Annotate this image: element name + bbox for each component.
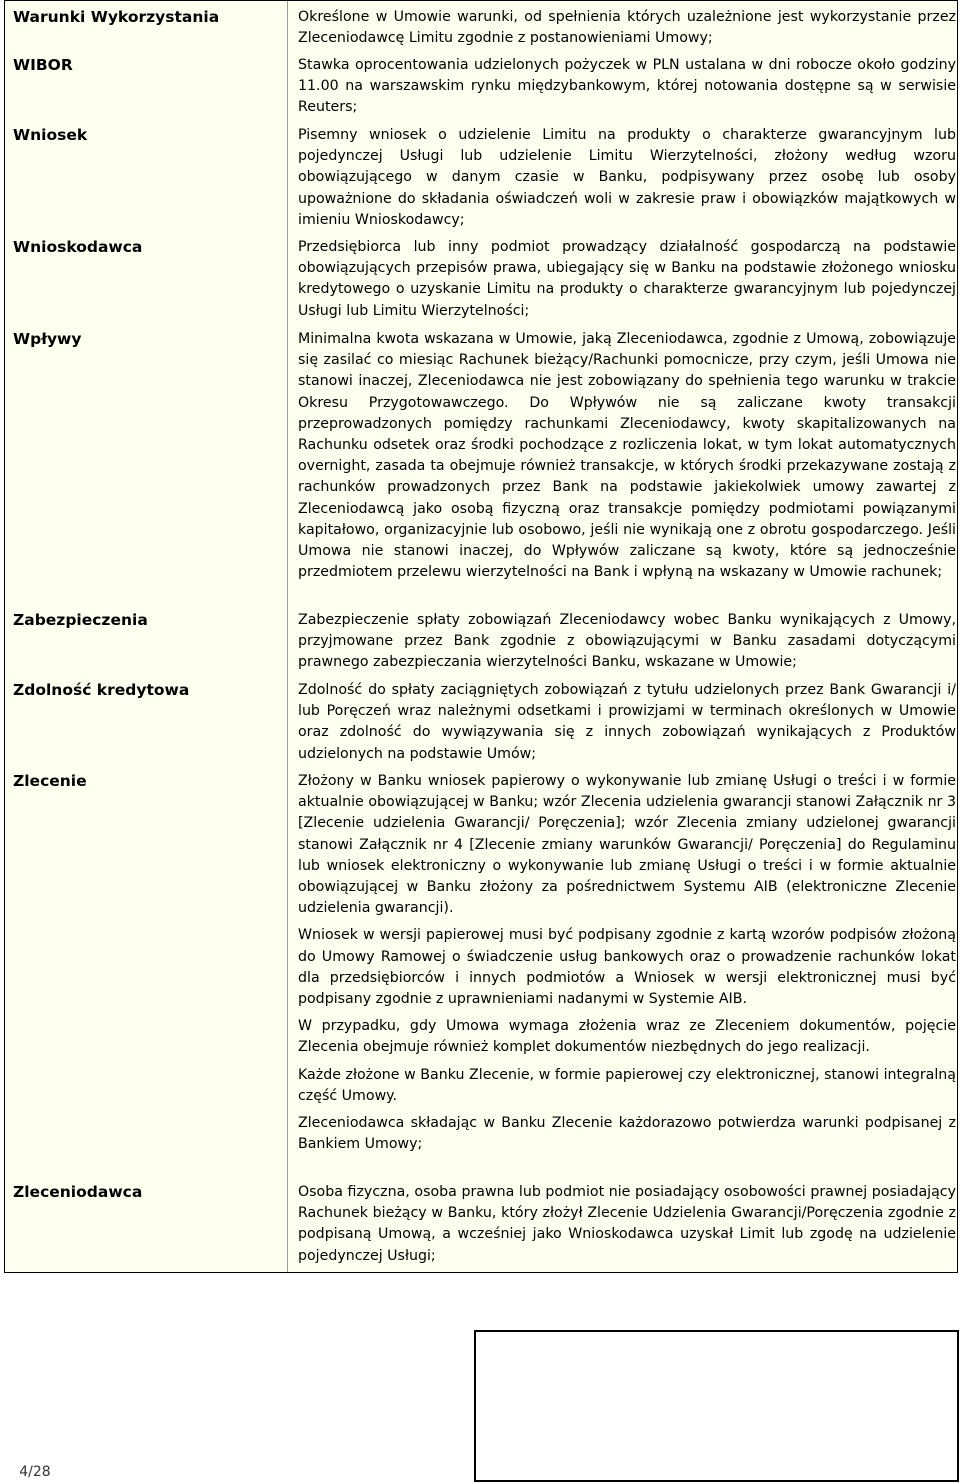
definition-paragraph: Pisemny wniosek o udzielenie Limitu na produkty o charakterze gwarancyjnym lub pojedynczej Usługi lub udzielenie Limitu Wierzytelności, złożony według wzoru obowiązującego w danym czasie w Banku, podpisywany przez osobę lub osoby upoważnione do składania oświadczeń woli w zakresie praw i obowiązków majątkowych w imieniu Wnioskodawcy;: [298, 127, 956, 228]
empty-stamp-box: [474, 1330, 959, 1482]
definition-paragraph: Zabezpieczenie spłaty zobowiązań Zleceniodawcy wobec Banku wynikających z Umowy, przyjmowane przez Bank zgodnie z obowiązującymi w Banku zasadami dotyczącymi prawnego zabezpieczania wierzytelności Banku, wskazane w Umowie;: [298, 612, 956, 671]
term-wplywy: Wpływy: [13, 330, 82, 348]
term-wniosek: Wniosek: [13, 126, 88, 144]
term-zleceniodawca: Zleceniodawca: [13, 1183, 143, 1201]
definition-paragraph: Złożony w Banku wniosek papierowy o wykonywanie lub zmianę Usługi o treści i w formie aktualnie obowiązującej w Banku; wzór Zlecenia udzielenia gwarancji stanowi Załącznik nr 3 [Zlecenie udzielenia Gwarancji/ Poręczenia]; wzór Zlecenia zmiany udzielonej gwarancji stanowi Załącznik nr 4 [Zlecenie zmiany warunków Gwarancji/ Poręczenia] do Regulaminu lub wniosek elektroniczny o wykonywanie lub zmianę Usługi o treści i w formie aktualnie obowiązującej w Banku złożony za pośrednictwem Systemu AIB (elektroniczne Zlecenie udzielenia gwarancji).: [298, 773, 956, 917]
definition-zleceniodawca: [298, 1182, 956, 1267]
glossary-table: [4, 0, 958, 1273]
definition-paragraph: W przypadku, gdy Umowa wymaga złożenia wraz ze Zleceniem dokumentów, pojęcie Zlecenia obejmuje również komplet dokumentów niezbędnych do jego realizacji.: [298, 1018, 956, 1056]
column-divider: [287, 1, 288, 1272]
term-wnioskodawca: Wnioskodawca: [13, 238, 143, 256]
definition-paragraph: Zdolność do spłaty zaciągniętych zobowiązań z tytułu udzielonych przez Bank Gwarancji i/ lub Poręczeń wraz należnymi odsetkami i prowizjami w terminach określonych w Umowie oraz zdolność do wywiązywania się z innych zobowiązań wynikających z Produktów udzielonych na podstawie Umów;: [298, 682, 956, 762]
definition-paragraph: Minimalna kwota wskazana w Umowie, jaką Zleceniodawca, zgodnie z Umową, zobowiązuje się zasilać co miesiąc Rachunek bieżący/Rachunki pomocnicze, przy czym, jeśli Umowa nie stanowi inaczej, Zleceniodawca nie jest zobowiązany do spełnienia tego warunku w trakcie Okresu Przygotowawczego. Do Wpływów nie są zaliczane kwoty transakcji przeprowadzonych pomiędzy rachunkami Zleceniodawcy, kwoty skapitalizowanych na Rachunku odsetek oraz środki pochodzące z rozliczenia lokat, w tym lokat automatycznych overnight, zasada ta obejmuje również transakcje, w których środki przekazywane zostają z rachunków prowadzonych przez Bank na podstawie jakiekolwiek umowy zawartej z Zleceniodawcą jako osobą fizyczną oraz transakcje pomiędzy podmiotami powiązanymi kapitałowo, organizacyjnie lub osobowo, jeśli nie wynikają one z obrotu gospodarczego. Jeśli Umowa nie stanowi inaczej, do Wpływów zaliczane są kwoty, które są jednocześnie przedmiotem przelewu wierzytelności na Bank i wpłyną na wskazany w Umowie rachunek;: [298, 331, 956, 581]
definition-paragraph: Wniosek w wersji papierowej musi być podpisany zgodnie z kartą wzorów podpisów złożoną do Umowy Ramowej o świadczenie usług bankowych oraz o prowadzenie rachunków lokat dla przedsiębiorców i innych podmiotów a Wniosek w wersji elektronicznej musi być podpisany zgodnie z uprawnieniami nadanymi w Systemie AIB.: [298, 927, 956, 1008]
definition-paragraph: Każde złożone w Banku Zlecenie, w formie papierowej czy elektronicznej, stanowi integralną część Umowy.: [298, 1066, 956, 1104]
definition-wnioskodawca: [298, 237, 956, 322]
definition-wniosek: [298, 125, 956, 231]
definition-warunki-wykorzystania: [298, 7, 956, 49]
term-zlecenie: Zlecenie: [13, 772, 87, 790]
definition-zabezpieczenia: [298, 610, 956, 674]
definition-wibor: [298, 55, 956, 119]
page-number: 4/28: [19, 1464, 51, 1480]
definition-wplywy: [298, 329, 956, 583]
term-zdolnosc-kredytowa: Zdolność kredytowa: [13, 681, 190, 699]
term-warunki-wykorzystania: Warunki Wykorzystania: [13, 8, 220, 26]
definition-paragraph: Stawka oprocentowania udzielonych pożyczek w PLN ustalana w dni robocze około godziny 11.00 na warszawskim rynku międzybankowym, której notowania dostępne są w serwisie Reuters;: [298, 57, 956, 116]
term-wibor: WIBOR: [13, 56, 73, 74]
definition-paragraph: Zleceniodawca składając w Banku Zlecenie każdorazowo potwierdza warunki podpisanej z Bankiem Umowy;: [298, 1115, 956, 1153]
definition-zdolnosc-kredytowa: [298, 680, 956, 765]
term-zabezpieczenia: Zabezpieczenia: [13, 611, 148, 629]
definition-zlecenie: [298, 771, 956, 1155]
definition-paragraph: Określone w Umowie warunki, od spełnienia których uzależnione jest wykorzystanie przez Zleceniodawcę Limitu zgodnie z postanowieniami Umowy;: [298, 9, 956, 47]
definition-paragraph: Przedsiębiorca lub inny podmiot prowadzący działalność gospodarczą na podstawie obowiązujących przepisów prawa, ubiegający się w Banku na podstawie złożonego wniosku kredytowego o uzyskanie Limitu na produkty o charakterze gwarancyjnym lub pojedynczej Usługi lub Limitu Wierzytelności;: [298, 239, 956, 319]
definition-paragraph: Osoba fizyczna, osoba prawna lub podmiot nie posiadający osobowości prawnej posiadający Rachunek bieżący w Banku, który złożył Zlecenie Udzielenia Gwarancji/Poręczenia zgodnie z podpisaną Umową, a wcześniej jako Wnioskodawca uzyskał Limit lub zgodę na udzielenie pojedynczej Usługi;: [298, 1184, 956, 1264]
